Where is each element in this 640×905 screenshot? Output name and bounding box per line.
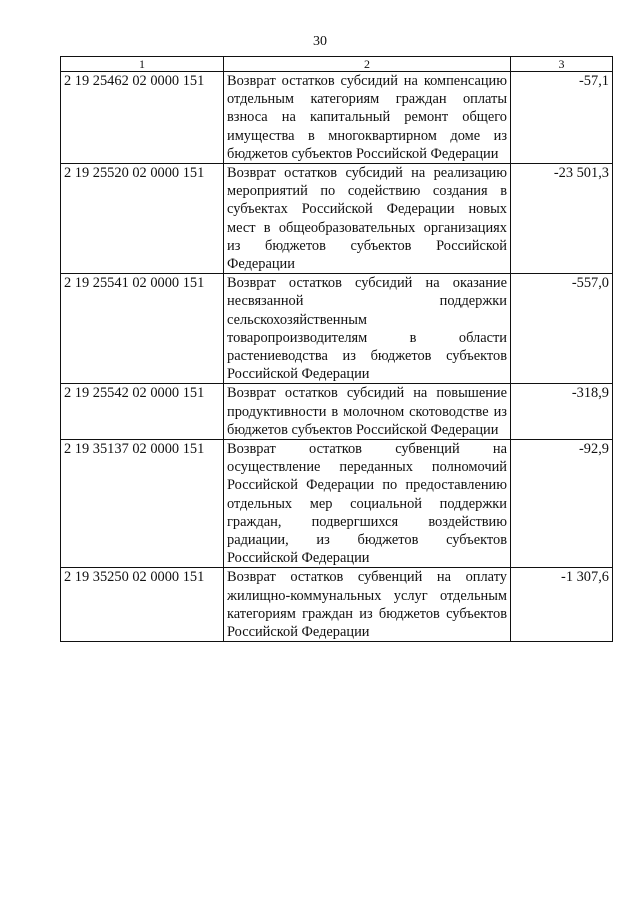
- description-cell: Возврат остатков субсидий на повышение продуктивности в молочном скотоводстве из бюджетов субъектов Российской Федерации: [224, 384, 511, 440]
- description-cell: Возврат остатков субсидий на реализацию мероприятий по содействию создания в субъектах Российской Федерации новых мест в общеобразовательных организациях из бюджетов субъектов Российской Федерации: [224, 164, 511, 274]
- code-cell: 2 19 35250 02 0000 151: [61, 568, 224, 642]
- table-row: [61, 72, 613, 164]
- table-row: [61, 274, 613, 384]
- amount-cell: -1 307,6: [511, 568, 613, 642]
- description-cell: Возврат остатков субвенций на оплату жилищно-коммунальных услуг отдельным категориям граждан из бюджетов субъектов Российской Федерации: [224, 568, 511, 642]
- page-number: 30: [313, 34, 327, 49]
- budget-table: [60, 56, 613, 642]
- amount-cell: -92,9: [511, 440, 613, 568]
- amount-cell: -23 501,3: [511, 164, 613, 274]
- amount-cell: -57,1: [511, 72, 613, 164]
- table-row: [61, 384, 613, 440]
- column-header-description: 2: [224, 57, 511, 72]
- description-cell: Возврат остатков субсидий на оказание несвязанной поддержки сельскохозяйственным товаропроизводителям в области растениеводства из бюджетов субъектов Российской Федерации: [224, 274, 511, 384]
- code-cell: 2 19 25462 02 0000 151: [61, 72, 224, 164]
- code-cell: 2 19 35137 02 0000 151: [61, 440, 224, 568]
- table-row: [61, 164, 613, 274]
- description-cell: Возврат остатков субвенций на осуществление переданных полномочий Российской Федерации по предоставлению отдельных мер социальной поддержки граждан, подвергшихся воздействию радиации, из бюджетов субъектов Российской Федерации: [224, 440, 511, 568]
- code-cell: 2 19 25541 02 0000 151: [61, 274, 224, 384]
- table-row: [61, 440, 613, 568]
- code-cell: 2 19 25520 02 0000 151: [61, 164, 224, 274]
- amount-cell: -557,0: [511, 274, 613, 384]
- description-cell: Возврат остатков субсидий на компенсацию отдельным категориям граждан оплаты взноса на капитальный ремонт общего имущества в многоквартирном доме из бюджетов субъектов Российской Федерации: [224, 72, 511, 164]
- column-header-amount: 3: [511, 57, 613, 72]
- table-row: [61, 568, 613, 642]
- column-header-code: 1: [61, 57, 224, 72]
- amount-cell: -318,9: [511, 384, 613, 440]
- code-cell: 2 19 25542 02 0000 151: [61, 384, 224, 440]
- table-header-row: [61, 57, 613, 72]
